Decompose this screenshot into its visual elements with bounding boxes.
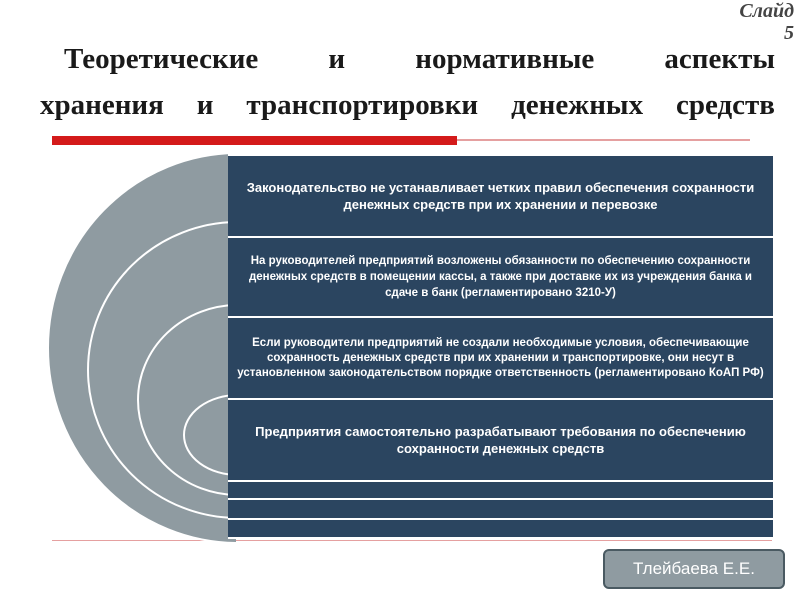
empty-row-1 [228,480,773,498]
slide-number: Слайд 5 [739,0,794,44]
author-badge: Тлейбаева Е.Е. [603,549,785,589]
empty-row-2 [228,498,773,518]
statements-panel [228,154,773,539]
title-line-2: хранения и транспортировки денежных средств [40,89,775,121]
empty-row-3 [228,518,773,539]
statement-4: Предприятия самостоятельно разрабатывают требования по обеспечению сохранности денежных средств [228,398,773,480]
title-line-1: Теоретические и нормативные аспекты [64,43,775,75]
statement-3: Если руководители предприятий не создали необходимые условия, обеспечивающие сохранность денежных средств при их хранении и транспортировке, они несут в установленном законодательством порядке ответственность (регламентировано КоАП РФ) [228,316,773,398]
statement-2: На руководителей предприятий возложены обязанности по обеспечению сохранности денежных средств в помещении кассы, а также при доставке их из учреждения банка и сдаче в банк (регламентировано 3210-У) [228,236,773,316]
statement-1: Законодательство не устанавливает четких правил обеспечения сохранности денежных средств при их хранении и перевозке [228,154,773,236]
